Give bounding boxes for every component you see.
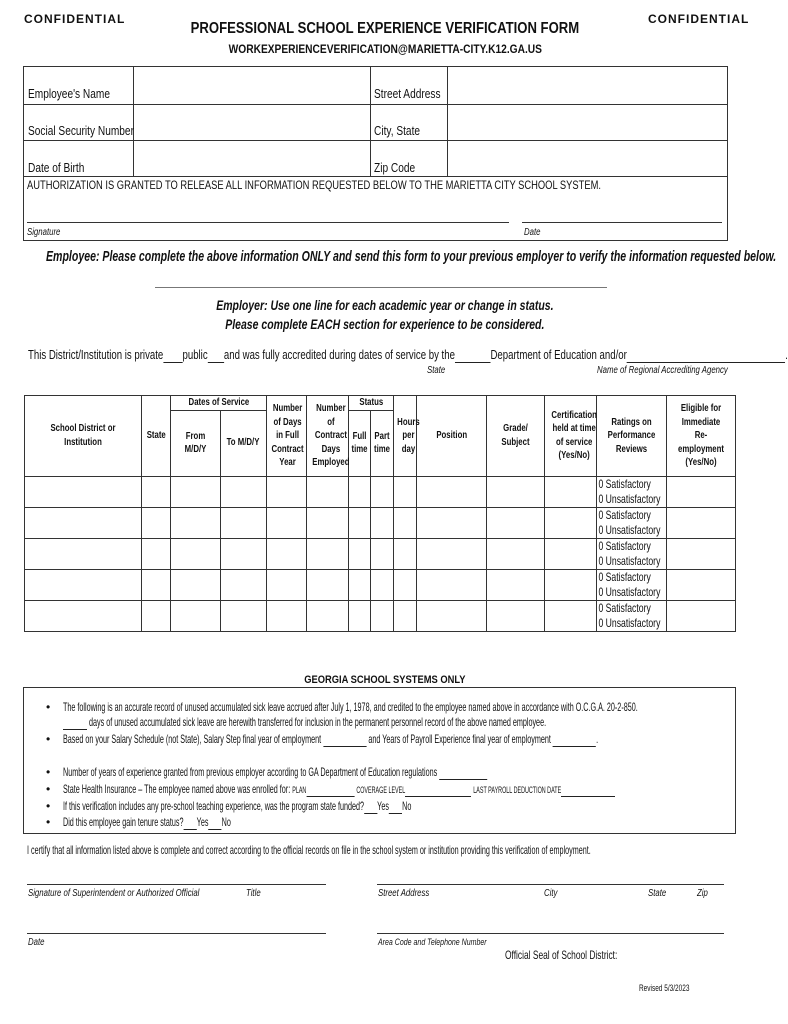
zip-label: Zip Code (374, 160, 416, 175)
district-text-c: and was fully accredited during dates of service by the (223, 347, 455, 362)
agency-blank[interactable] (627, 347, 785, 363)
table-cell[interactable] (221, 538, 267, 569)
table-cell[interactable] (171, 600, 221, 631)
header-district (25, 396, 142, 477)
table-cell[interactable] (371, 600, 394, 631)
agency-sublabel: Name of Regional Accrediting Agency (597, 365, 728, 376)
district-text-d: Department of Education and/or (490, 347, 627, 362)
table-cell[interactable] (307, 476, 349, 507)
table-cell[interactable] (221, 600, 267, 631)
dob-label: Date of Birth (28, 160, 85, 175)
table-cell[interactable] (487, 538, 545, 569)
street-address-field[interactable] (448, 67, 728, 104)
district-text-a: This District/Institution is private (28, 347, 164, 362)
header-to-text: To M/D/Y (227, 437, 260, 449)
table-cell[interactable] (267, 507, 307, 538)
email-address (0, 42, 770, 56)
table-cell[interactable] (25, 476, 142, 507)
sick-leave-line2 (63, 715, 546, 730)
zip-field[interactable] (448, 141, 728, 177)
header-days-full-text: Number of Days in Full Contract Year (271, 403, 304, 468)
header-district-text: School District or Institution (50, 423, 116, 448)
official-signature-line[interactable] (27, 884, 326, 885)
years-experience-line (63, 765, 487, 780)
header-hours (394, 396, 420, 477)
table-cell[interactable] (417, 538, 487, 569)
table-cell[interactable] (545, 476, 597, 507)
table-cell[interactable] (371, 476, 394, 507)
rating-satisfactory-option[interactable]: 0 Satisfactory (598, 476, 651, 491)
plan-blank[interactable] (306, 782, 354, 797)
table-row (25, 569, 736, 600)
employer-instruction-1-text: Employer: Use one line for each academic year or change in status. (216, 297, 554, 313)
bullet-icon: • (46, 765, 51, 779)
header-certification (545, 396, 597, 477)
table-cell[interactable] (545, 600, 597, 631)
rating-unsatisfactory-option[interactable]: 0 Unsatisfactory (598, 522, 661, 537)
sick-days-blank[interactable] (63, 715, 87, 730)
official-signature-label: Signature of Superintendent or Authorized Official (28, 888, 200, 899)
rating-cell[interactable] (597, 476, 667, 507)
preschool-line (63, 799, 411, 814)
table-cell[interactable] (171, 476, 221, 507)
rating-cell[interactable] (597, 507, 667, 538)
header-part-time (371, 410, 394, 476)
header-eligible (667, 396, 736, 477)
district-text-b: public (182, 347, 208, 362)
table-cell[interactable] (349, 507, 371, 538)
table-cell[interactable] (371, 569, 394, 600)
header-dates-text: Dates of Service (188, 397, 249, 408)
address-line[interactable] (377, 884, 724, 885)
header-certification-text: Certification held at time of service (Yes/No) (551, 409, 597, 462)
table-cell[interactable] (171, 569, 221, 600)
employee-name-field[interactable] (134, 67, 370, 104)
revised-date: Revised 5/3/2023 (639, 983, 690, 993)
table-cell[interactable] (349, 600, 371, 631)
years-experience-text: Number of years of experience granted from previous employer according to GA Department of Education regulations (63, 765, 438, 779)
private-blank[interactable] (163, 347, 182, 363)
header-status-text: Status (359, 397, 383, 408)
date-label: Date (524, 227, 541, 238)
header-position (417, 396, 487, 477)
table-cell[interactable] (417, 476, 487, 507)
header-grade-text: Grade/ Subject (501, 423, 530, 448)
header-position-text: Position (436, 430, 467, 441)
signature-line[interactable] (27, 222, 509, 223)
employee-name-label: Employee's Name (28, 86, 110, 101)
signature-label: Signature (27, 227, 61, 238)
grid-divider (370, 67, 371, 176)
table-cell[interactable] (487, 476, 545, 507)
deduction-label: LAST PAYROLL DEDUCTION DATE (473, 785, 562, 795)
tenure-line (63, 815, 231, 830)
table-cell[interactable] (417, 569, 487, 600)
bullet-icon: • (46, 732, 51, 746)
table-cell[interactable] (267, 569, 307, 600)
rating-cell[interactable] (597, 600, 667, 631)
table-cell[interactable] (545, 569, 597, 600)
header-status-group (349, 396, 394, 411)
public-blank[interactable] (208, 347, 224, 363)
table-cell[interactable] (487, 507, 545, 538)
table-cell[interactable] (667, 507, 736, 538)
table-row (25, 538, 736, 569)
rating-satisfactory-option[interactable]: 0 Satisfactory (598, 538, 651, 553)
table-cell[interactable] (142, 507, 171, 538)
table-cell[interactable] (667, 538, 736, 569)
email-text: WORKEXPERIENCEVERIFICATION@MARIETTA-CITY.K12.GA.US (228, 42, 542, 56)
header-from (171, 410, 221, 476)
header-days-employed-text: Number of Contract Days Employed (312, 403, 350, 468)
phone-label: Area Code and Telephone Number (378, 937, 487, 947)
table-row (25, 600, 736, 631)
table-cell[interactable] (221, 569, 267, 600)
table-cell[interactable] (394, 538, 417, 569)
form-title-text: PROFESSIONAL SCHOOL EXPERIENCE VERIFICATION FORM (190, 20, 580, 37)
table-cell[interactable] (394, 569, 417, 600)
preschool-text: If this verification includes any pre-school teaching experience, was the program state funded? (63, 799, 364, 813)
table-cell[interactable] (25, 507, 142, 538)
table-cell[interactable] (142, 600, 171, 631)
table-row (25, 507, 736, 538)
deduction-blank[interactable] (561, 782, 615, 797)
authorization-box (23, 176, 728, 241)
rating-satisfactory-option[interactable]: 0 Satisfactory (598, 569, 651, 584)
rating-unsatisfactory-option[interactable]: 0 Unsatisfactory (598, 553, 661, 568)
header-ratings (597, 396, 667, 477)
rating-unsatisfactory-option[interactable]: 0 Unsatisfactory (598, 584, 661, 599)
tenure-yes: Yes (196, 815, 209, 829)
city-state-label: City, State (374, 123, 421, 138)
table-cell[interactable] (371, 538, 394, 569)
header-hours-text: Hours per day (397, 416, 420, 455)
table-cell[interactable] (667, 476, 736, 507)
tenure-no: No (221, 815, 231, 829)
table-cell[interactable] (487, 600, 545, 631)
table-cell[interactable] (267, 476, 307, 507)
bullet-icon: • (46, 700, 51, 714)
header-part-time-text: Part time (373, 430, 391, 455)
state-label: State (648, 888, 667, 899)
table-cell[interactable] (667, 569, 736, 600)
tenure-text: Did this employee gain tenure status? (63, 815, 184, 829)
rating-satisfactory-option[interactable]: 0 Satisfactory (598, 507, 651, 522)
header-full-time-text: Full time (351, 430, 368, 455)
table-cell[interactable] (25, 538, 142, 569)
table-cell[interactable] (417, 507, 487, 538)
header-eligible-text: Eligible for Immediate Re-employment (Yes/No) (678, 403, 724, 468)
state-sublabel: State (427, 365, 446, 376)
street-label: Street Address (378, 888, 430, 899)
header-days-full (267, 396, 307, 477)
tenure-no-blank[interactable] (208, 815, 221, 830)
rating-unsatisfactory-option[interactable]: 0 Unsatisfactory (598, 615, 661, 630)
table-cell[interactable] (417, 600, 487, 631)
table-cell[interactable] (545, 538, 597, 569)
coverage-blank[interactable] (405, 782, 471, 797)
form-title (0, 20, 770, 38)
table-row (25, 476, 736, 507)
separator-line (155, 287, 607, 288)
coverage-label: COVERAGE LEVEL (356, 785, 406, 795)
table-cell[interactable] (307, 507, 349, 538)
city-state-field[interactable] (448, 105, 728, 140)
table-cell[interactable] (349, 476, 371, 507)
preschool-yes-blank[interactable] (364, 799, 377, 814)
table-cell[interactable] (142, 476, 171, 507)
health-insurance-text: State Health Insurance – The employee named above was enrolled for: (63, 782, 291, 796)
table-cell[interactable] (545, 507, 597, 538)
header-grade (487, 396, 545, 477)
table-cell[interactable] (394, 507, 417, 538)
authorization-text: AUTHORIZATION IS GRANTED TO RELEASE ALL INFORMATION REQUESTED BELOW TO THE MARIETTA CITY SCHOOL SYSTEM. (27, 178, 602, 192)
state-blank[interactable] (455, 347, 491, 363)
table-cell[interactable] (307, 600, 349, 631)
dob-field[interactable] (134, 141, 370, 177)
district-statement: This District/Institution is private public and was fully accredited during dates of service by the Department of Education and/or . (28, 347, 788, 362)
rating-unsatisfactory-option[interactable]: 0 Unsatisfactory (598, 491, 661, 506)
plan-label: PLAN (292, 785, 307, 795)
table-cell[interactable] (221, 507, 267, 538)
salary-step-blank[interactable] (323, 732, 366, 747)
bullet-icon: • (46, 815, 51, 829)
preschool-yes: Yes (377, 799, 389, 813)
table-cell[interactable] (171, 538, 221, 569)
table-cell[interactable] (142, 538, 171, 569)
table-cell[interactable] (267, 600, 307, 631)
preschool-no: No (402, 799, 412, 813)
sick-leave-line2-text: days of unused accumulated sick leave are herewith transferred for inclusion in the permanent personnel record of the above named employee. (89, 715, 547, 729)
employer-instruction-2 (0, 316, 770, 332)
preschool-no-blank[interactable] (389, 799, 402, 814)
table-cell[interactable] (349, 538, 371, 569)
zip-label-footer: Zip (697, 888, 708, 899)
table-cell[interactable] (371, 507, 394, 538)
phone-line[interactable] (377, 933, 724, 934)
years-experience-blank[interactable] (439, 765, 487, 780)
table-cell[interactable] (171, 507, 221, 538)
employee-instruction: Employee: Please complete the above information ONLY and send this form to your previous employer to verify the information requested below. (46, 248, 777, 265)
employer-instruction-2-text: Please complete EACH section for experience to be considered. (225, 316, 545, 332)
employer-instruction-1 (0, 297, 770, 313)
street-address-label: Street Address (374, 86, 441, 101)
table-cell[interactable] (142, 569, 171, 600)
seal-label: Official Seal of School District: (505, 948, 618, 962)
georgia-box (23, 687, 736, 834)
table-cell[interactable] (221, 476, 267, 507)
city-label: City (544, 888, 558, 899)
date-line[interactable] (522, 222, 722, 223)
employee-info-grid (23, 66, 728, 176)
rating-cell[interactable] (597, 538, 667, 569)
georgia-title (0, 674, 770, 686)
header-full-time (349, 410, 371, 476)
table-cell[interactable] (307, 569, 349, 600)
rating-satisfactory-option[interactable]: 0 Satisfactory (598, 600, 651, 615)
footer-date-label: Date (28, 937, 45, 948)
confidential-right: CONFIDENTIAL (648, 12, 750, 26)
header-days-employed (307, 396, 349, 477)
tenure-yes-blank[interactable] (183, 815, 196, 830)
header-dates-group (171, 396, 267, 411)
sick-leave-line1: The following is an accurate record of unused accumulated sick leave accrued after July 1, 1978, and credited to the employee named above in accordance with O.C.G.A. 20-2-850. (63, 700, 638, 714)
footer-date-line[interactable] (27, 933, 326, 934)
ssn-field[interactable] (134, 105, 370, 140)
table-cell[interactable] (487, 569, 545, 600)
table-cell[interactable] (394, 476, 417, 507)
ssn-label: Social Security Number (28, 123, 134, 138)
georgia-title-text: GEORGIA SCHOOL SYSTEMS ONLY (304, 674, 466, 686)
bullet-icon: • (46, 782, 51, 796)
health-insurance-line (63, 782, 615, 797)
table-cell[interactable] (667, 600, 736, 631)
confidential-left: CONFIDENTIAL (24, 12, 126, 26)
header-from-text: From M/D/Y (184, 430, 207, 455)
experience-table (24, 395, 736, 632)
header-ratings-text: Ratings on Performance Reviews (607, 416, 656, 455)
table-cell[interactable] (25, 600, 142, 631)
header-state (142, 396, 171, 477)
salary-text-b: and Years of Payroll Experience final year of employment (368, 732, 551, 746)
table-cell[interactable] (25, 569, 142, 600)
bullet-icon: • (46, 799, 51, 813)
certify-statement: I certify that all information listed above is complete and correct according to the official records on file in the school system or institution providing this verification of employment. (27, 843, 591, 857)
table-cell[interactable] (267, 538, 307, 569)
header-to (221, 410, 267, 476)
rating-cell[interactable] (597, 569, 667, 600)
table-cell[interactable] (307, 538, 349, 569)
salary-text-a: Based on your Salary Schedule (not State), Salary Step final year of employment (63, 732, 322, 746)
payroll-years-blank[interactable] (553, 732, 596, 747)
title-label: Title (246, 888, 261, 899)
header-state-text: State (146, 430, 166, 441)
table-cell[interactable] (394, 600, 417, 631)
table-cell[interactable] (349, 569, 371, 600)
salary-line: Based on your Salary Schedule (not State), Salary Step final year of employment and Years of Payroll Experience final year of employment . (63, 732, 599, 746)
